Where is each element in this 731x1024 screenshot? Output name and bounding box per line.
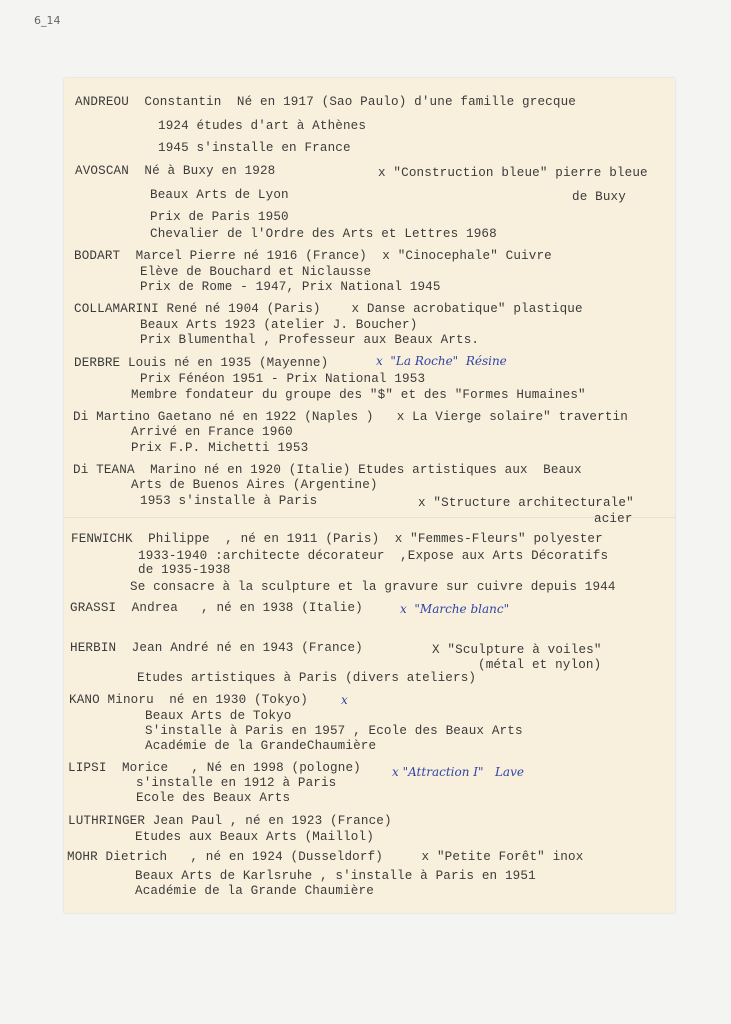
entry-fenwichk-line-2: 1933-1940 :architecte décorateur ,Expose aux Arts Décoratifs (138, 549, 609, 563)
entry-bodart-line-1: BODART Marcel Pierre né 1916 (France) x "Cinocephale" Cuivre (74, 249, 552, 263)
entry-mohr-line-3: Académie de la Grande Chaumière (135, 884, 374, 898)
entry-lipsi-line-2: s'installe en 1912 à Paris (136, 776, 337, 790)
entry-collamarini-line-1: COLLAMARINI René né 1904 (Paris) x Danse acrobatique" plastique (74, 302, 583, 316)
entry-lipsi-line-3: Ecole des Beaux Arts (136, 791, 291, 805)
handwritten-note-derbre: x "La Roche" Résine (376, 354, 507, 368)
entry-bodart-line-2: Elève de Bouchard et Niclausse (140, 265, 372, 279)
entry-avoscan-line-2: Beaux Arts de Lyon (150, 188, 289, 202)
entry-diteana-line-3: 1953 s'installe à Paris (140, 494, 318, 508)
handwritten-note-grassi: x "Marche blanc" (400, 602, 510, 616)
entry-andreou-line-1: ANDREOU Constantin Né en 1917 (Sao Paulo) d'une famille grecque (75, 95, 576, 109)
entry-diteana-work-2: acier (594, 512, 633, 526)
entry-kano-line-4: Académie de la GrandeChaumière (145, 739, 377, 753)
entry-herbin-work-2: (métal et nylon) (478, 658, 602, 672)
entry-herbin-work: X "Sculpture à voiles" (432, 643, 602, 657)
entry-andreou-line-3: 1945 s'installe en France (158, 141, 351, 155)
entry-lipsi-line-1: LIPSI Morice , Né en 1998 (pologne) (68, 761, 361, 775)
entry-grassi-line-1: GRASSI Andrea , né en 1938 (Italie) (70, 601, 363, 615)
entry-kano-line-3: S'installe à Paris en 1957 , Ecole des Beaux Arts (145, 724, 523, 738)
handwritten-note-kano: x (341, 693, 348, 707)
entry-avoscan-work-2: de Buxy (572, 190, 626, 204)
entry-bodart-line-3: Prix de Rome - 1947, Prix National 1945 (140, 280, 441, 294)
folio-number: 6_14 (34, 14, 61, 27)
entry-mohr-line-2: Beaux Arts de Karlsruhe , s'installe à Paris en 1951 (135, 869, 536, 883)
entry-fenwichk-line-3: de 1935-1938 (138, 563, 231, 577)
entry-herbin-line-2: Etudes artistiques à Paris (divers ateliers) (137, 671, 477, 685)
entry-luthringer-line-1: LUTHRINGER Jean Paul , né en 1923 (France) (68, 814, 392, 828)
entry-dimartino-line-3: Prix F.P. Michetti 1953 (131, 441, 309, 455)
entry-avoscan-line-1: AVOSCAN Né à Buxy en 1928 (75, 164, 276, 178)
entry-collamarini-line-3: Prix Blumenthal , Professeur aux Beaux Arts. (140, 333, 480, 347)
entry-fenwichk-line-1: FENWICHK Philippe , né en 1911 (Paris) x "Femmes-Fleurs" polyester (71, 532, 603, 546)
entry-avoscan-line-3: Prix de Paris 1950 (150, 210, 289, 224)
entry-avoscan-work: x "Construction bleue" pierre bleue (378, 166, 648, 180)
entry-diteana-line-2: Arts de Buenos Aires (Argentine) (131, 478, 378, 492)
entry-derbre-line-1: DERBRE Louis né en 1935 (Mayenne) (74, 356, 329, 370)
entry-collamarini-line-2: Beaux Arts 1923 (atelier J. Boucher) (140, 318, 418, 332)
entry-andreou-line-2: 1924 études d'art à Athènes (158, 119, 367, 133)
entry-kano-line-1: KANO Minoru né en 1930 (Tokyo) (69, 693, 308, 707)
entry-dimartino-line-1: Di Martino Gaetano né en 1922 (Naples ) x La Vierge solaire" travertin (73, 410, 628, 424)
entry-diteana-work: x "Structure architecturale" (418, 496, 634, 510)
handwritten-note-lipsi: x "Attraction I" Lave (392, 765, 524, 779)
entry-avoscan-line-4: Chevalier de l'Ordre des Arts et Lettres 1968 (150, 227, 497, 241)
entry-herbin-line-1: HERBIN Jean André né en 1943 (France) (70, 641, 363, 655)
entry-mohr-line-1: MOHR Dietrich , né en 1924 (Dusseldorf) x "Petite Forêt" inox (67, 850, 584, 864)
entry-kano-line-2: Beaux Arts de Tokyo (145, 709, 292, 723)
entry-dimartino-line-2: Arrivé en France 1960 (131, 425, 293, 439)
entry-fenwichk-line-4: Se consacre à la sculpture et la gravure sur cuivre depuis 1944 (130, 580, 616, 594)
paper-fold-line (64, 517, 675, 518)
entry-luthringer-line-2: Etudes aux Beaux Arts (Maillol) (135, 830, 374, 844)
entry-derbre-line-3: Membre fondateur du groupe des "$" et des "Formes Humaines" (131, 388, 586, 402)
entry-derbre-line-2: Prix Fénéon 1951 - Prix National 1953 (140, 372, 426, 386)
entry-diteana-line-1: Di TEANA Marino né en 1920 (Italie) Etudes artistiques aux Beaux (73, 463, 582, 477)
